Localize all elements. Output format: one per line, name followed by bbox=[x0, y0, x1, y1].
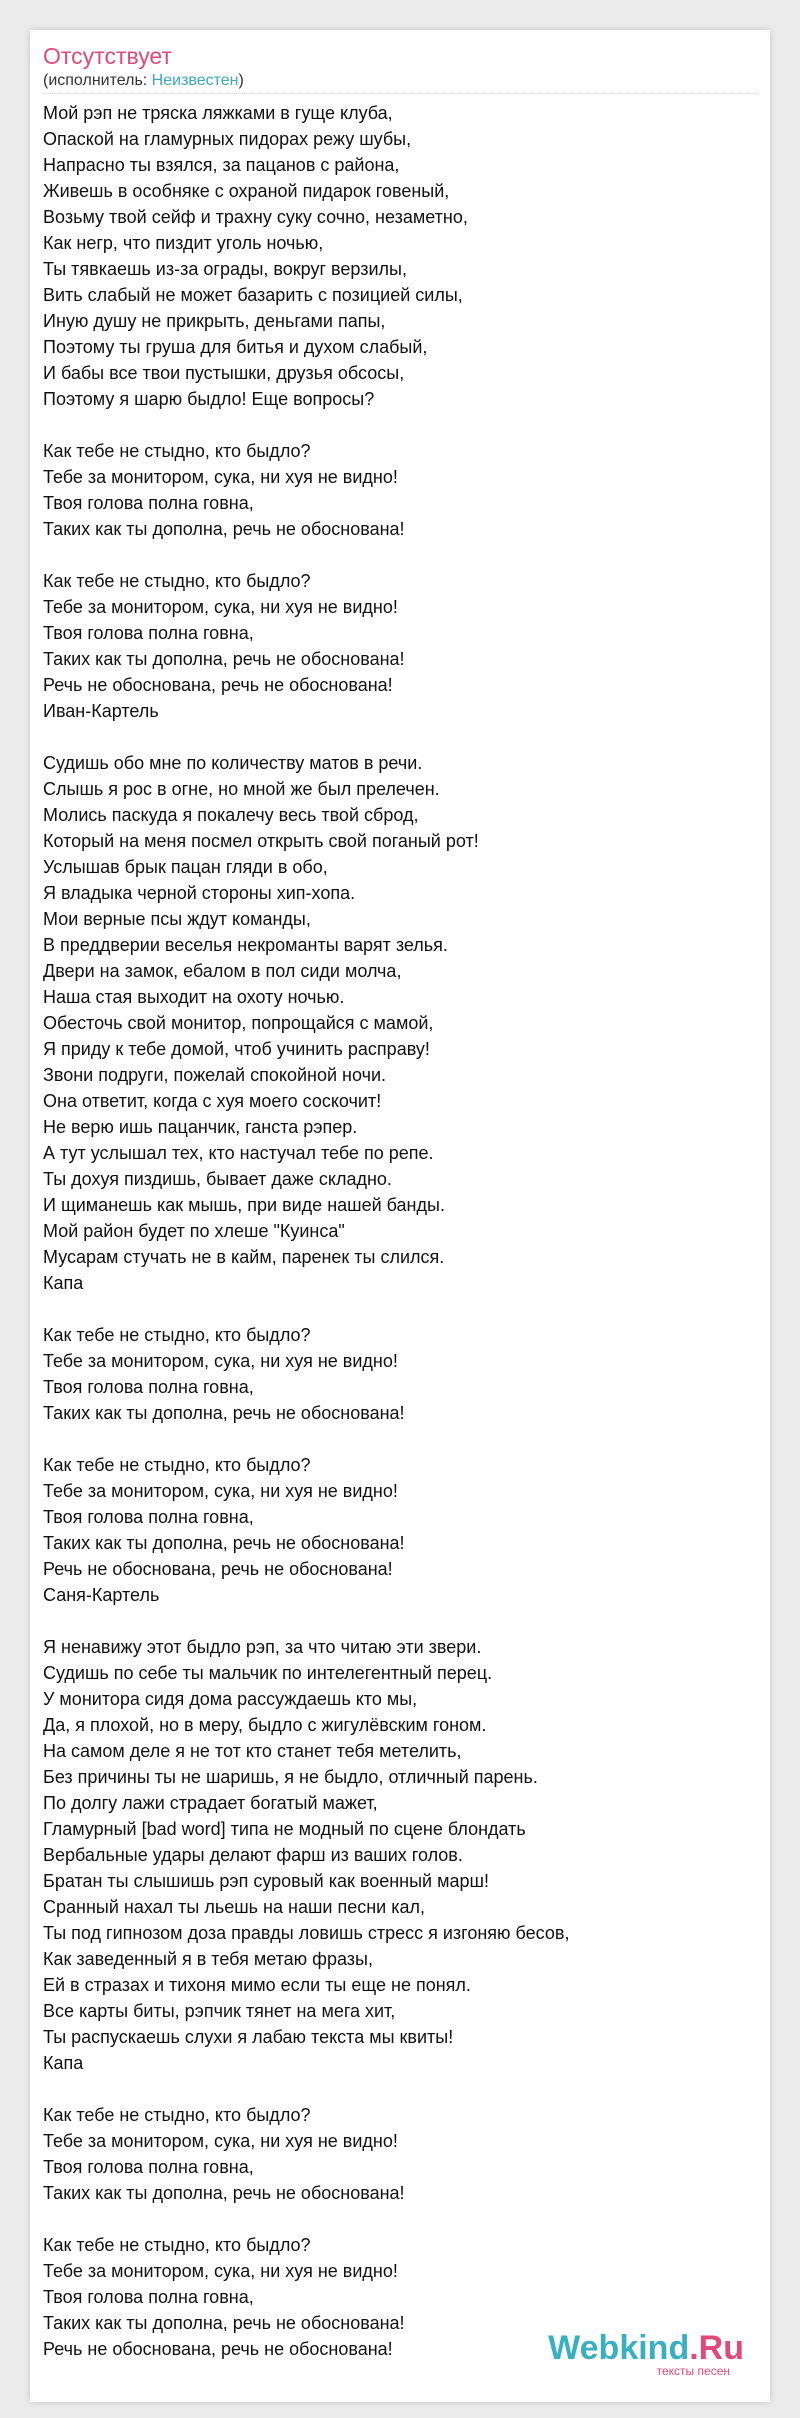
lyric-line: Поэтому ты груша для битья и духом слабый, bbox=[43, 337, 428, 357]
lyric-line: Твоя голова полна говна, bbox=[43, 1377, 254, 1397]
lyric-line: Таких как ты дополна, речь не обоснована! bbox=[43, 2313, 405, 2333]
song-title: Отсутствует bbox=[43, 43, 172, 69]
lyric-line: Молись паскуда я покалечу весь твой сброд, bbox=[43, 805, 419, 825]
lyric-line: Капа bbox=[43, 2053, 84, 2073]
lyric-line: Обесточь свой монитор, попрощайся с мамой, bbox=[43, 1013, 434, 1033]
lyric-line: На самом деле я не тот кто станет тебя метелить, bbox=[43, 1741, 462, 1761]
lyric-line: Твоя голова полна говна, bbox=[43, 623, 254, 643]
lyric-line: Ей в стразах и тихоня мимо если ты еще не понял. bbox=[43, 1975, 471, 1995]
lyric-line: Твоя голова полна говна, bbox=[43, 2157, 254, 2177]
lyric-line: Вербальные удары делают фарш из ваших голов. bbox=[43, 1845, 463, 1865]
lyric-line: Вить слабый не может базарить с позицией силы, bbox=[43, 285, 463, 305]
lyric-blank-line bbox=[43, 542, 758, 568]
lyric-line: Звони подруги, пожелай спокойной ночи. bbox=[43, 1065, 387, 1085]
lyric-line: Тебе за монитором, сука, ни хуя не видно! bbox=[43, 2261, 398, 2281]
lyric-line: Да, я плохой, но в меру, быдло с жигулёвским гоном. bbox=[43, 1715, 487, 1735]
lyric-line: Тебе за монитором, сука, ни хуя не видно! bbox=[43, 2131, 398, 2151]
lyric-line: Твоя голова полна говна, bbox=[43, 1507, 254, 1527]
lyric-line: Ты дохуя пиздишь, бывает даже складно. bbox=[43, 1169, 392, 1189]
lyric-line: Твоя голова полна говна, bbox=[43, 493, 254, 513]
lyric-line: Таких как ты дополна, речь не обоснована! bbox=[43, 2183, 405, 2203]
lyric-line: Тебе за монитором, сука, ни хуя не видно! bbox=[43, 467, 398, 487]
lyric-line: Слышь я рос в огне, но мной же был прелечен. bbox=[43, 779, 440, 799]
lyric-line: Как заведенный я в тебя метаю фразы, bbox=[43, 1949, 373, 1969]
lyric-line: Как тебе не стыдно, кто быдло? bbox=[43, 441, 311, 461]
lyric-blank-line bbox=[43, 2076, 758, 2102]
lyric-line: Саня-Картель bbox=[43, 1585, 160, 1605]
lyric-line: В преддверии веселья некроманты варят зелья. bbox=[43, 935, 448, 955]
lyric-line: Наша стая выходит на охоту ночью. bbox=[43, 987, 345, 1007]
lyric-line: Как тебе не стыдно, кто быдло? bbox=[43, 1325, 311, 1345]
lyric-blank-line bbox=[43, 1426, 758, 1452]
lyric-line: Не верю ишь пацанчик, ганста рэпер. bbox=[43, 1117, 358, 1137]
lyric-line: Поэтому я шарю быдло! Еще вопросы? bbox=[43, 389, 375, 409]
artist-suffix: ) bbox=[238, 72, 244, 89]
lyric-line: Без причины ты не шаришь, я не быдло, отличный парень. bbox=[43, 1767, 538, 1787]
lyric-line: Ты тявкаешь из-за ограды, вокруг верзилы, bbox=[43, 259, 407, 279]
lyric-line: Все карты биты, рэпчик тянет на мега хит, bbox=[43, 2001, 396, 2021]
lyric-line: Как тебе не стыдно, кто быдло? bbox=[43, 2105, 311, 2125]
lyric-line: И щиманешь как мышь, при виде нашей банды. bbox=[43, 1195, 445, 1215]
lyric-line: Я ненавижу этот быдло рэп, за что читаю эти звери. bbox=[43, 1637, 482, 1657]
lyric-line: Мои верные псы ждут команды, bbox=[43, 909, 311, 929]
lyric-line: Как тебе не стыдно, кто быдло? bbox=[43, 571, 311, 591]
header-divider bbox=[43, 93, 757, 94]
lyric-line: Речь не обоснована, речь не обоснована! bbox=[43, 675, 393, 695]
lyric-line: Братан ты слышишь рэп суровый как военный марш! bbox=[43, 1871, 489, 1891]
lyric-line: По долгу лажи страдает богатый мажет, bbox=[43, 1793, 378, 1813]
lyric-line: Гламурный [bad word] типа не модный по сцене блондать bbox=[43, 1819, 526, 1839]
lyric-line: Судишь по себе ты мальчик по интелегентный перец. bbox=[43, 1663, 493, 1683]
lyric-line: Таких как ты дополна, речь не обоснована! bbox=[43, 649, 405, 669]
site-logo[interactable] bbox=[548, 2330, 744, 2378]
lyric-line: Напрасно ты взялся, за пацанов с района, bbox=[43, 155, 400, 175]
lyric-line: Я приду к тебе домой, чтоб учинить расправу! bbox=[43, 1039, 430, 1059]
artist-line bbox=[43, 71, 244, 91]
lyric-line: Сранный нахал ты льешь на наши песни кал, bbox=[43, 1897, 425, 1917]
lyric-line: Живешь в особняке с охраной пидарок говеный, bbox=[43, 181, 450, 201]
lyric-blank-line bbox=[43, 2206, 758, 2232]
lyric-line: Услышав брык пацан гляди в обо, bbox=[43, 857, 328, 877]
lyric-line: И бабы все твои пустышки, друзья обсосы, bbox=[43, 363, 405, 383]
lyric-line: У монитора сидя дома рассуждаешь кто мы, bbox=[43, 1689, 418, 1709]
lyric-line: Судишь обо мне по количеству матов в речи. bbox=[43, 753, 423, 773]
lyrics-text bbox=[43, 100, 758, 2362]
lyrics-card bbox=[30, 30, 770, 2402]
logo-tagline: тексты песен bbox=[656, 2364, 730, 2378]
lyric-line: Как негр, что пиздит уголь ночью, bbox=[43, 233, 324, 253]
lyric-line: Мой район будет по хлеше "Куинса" bbox=[43, 1221, 345, 1241]
lyric-line: Который на меня посмел открыть свой поганый рот! bbox=[43, 831, 479, 851]
lyric-line: Она ответит, когда с хуя моего соскочит! bbox=[43, 1091, 382, 1111]
lyric-line: Мой рэп не тряска ляжками в гуще клуба, bbox=[43, 103, 393, 123]
logo-name: Webkind bbox=[548, 2329, 690, 2367]
artist-prefix: (исполнитель: bbox=[43, 72, 152, 89]
lyric-line: Тебе за монитором, сука, ни хуя не видно! bbox=[43, 597, 398, 617]
lyric-line: Иную душу не прикрыть, деньгами папы, bbox=[43, 311, 386, 331]
lyric-line: Как тебе не стыдно, кто быдло? bbox=[43, 1455, 311, 1475]
lyric-line: Речь не обоснована, речь не обоснована! bbox=[43, 2339, 393, 2359]
lyric-line: Твоя голова полна говна, bbox=[43, 2287, 254, 2307]
lyric-line: Ты распускаешь слухи я лабаю текста мы квиты! bbox=[43, 2027, 454, 2047]
lyric-blank-line bbox=[43, 1608, 758, 1634]
lyric-line: Таких как ты дополна, речь не обоснована! bbox=[43, 519, 405, 539]
lyric-line: Иван-Картель bbox=[43, 701, 159, 721]
lyric-line: Таких как ты дополна, речь не обоснована! bbox=[43, 1403, 405, 1423]
lyric-blank-line bbox=[43, 724, 758, 750]
lyric-line: Ты под гипнозом доза правды ловишь стресс я изгоняю бесов, bbox=[43, 1923, 570, 1943]
logo-tld: .Ru bbox=[689, 2329, 744, 2367]
lyric-line: Как тебе не стыдно, кто быдло? bbox=[43, 2235, 311, 2255]
lyric-line: Я владыка черной стороны хип-хопа. bbox=[43, 883, 356, 903]
artist-link[interactable]: Неизвестен bbox=[151, 72, 239, 89]
lyric-line: А тут услышал тех, кто настучал тебе по репе. bbox=[43, 1143, 434, 1163]
lyric-line: Тебе за монитором, сука, ни хуя не видно! bbox=[43, 1481, 398, 1501]
lyric-line: Капа bbox=[43, 1273, 84, 1293]
lyric-blank-line bbox=[43, 1296, 758, 1322]
logo-wordmark bbox=[548, 2330, 744, 2366]
lyric-line: Опаской на гламурных пидорах режу шубы, bbox=[43, 129, 412, 149]
lyric-line: Тебе за монитором, сука, ни хуя не видно! bbox=[43, 1351, 398, 1371]
lyric-line: Двери на замок, ебалом в пол сиди молча, bbox=[43, 961, 402, 981]
lyric-line: Возьму твой сейф и трахну суку сочно, незаметно, bbox=[43, 207, 468, 227]
lyric-line: Речь не обоснована, речь не обоснована! bbox=[43, 1559, 393, 1579]
lyric-line: Таких как ты дополна, речь не обоснована! bbox=[43, 1533, 405, 1553]
lyric-line: Мусарам стучать не в кайм, паренек ты слился. bbox=[43, 1247, 445, 1267]
lyric-blank-line bbox=[43, 412, 758, 438]
